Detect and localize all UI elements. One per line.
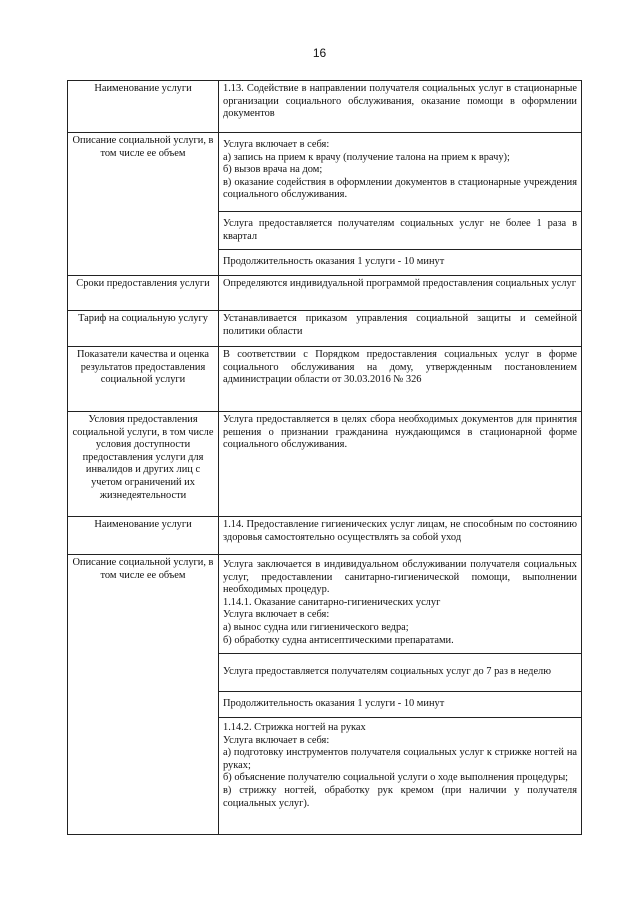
services-table — [67, 80, 582, 835]
description-line: а) запись на прием к врачу (получение талона на прием к врачу); — [223, 151, 510, 163]
table-row — [68, 555, 582, 654]
service-description-label: Описание социальной услуги, в том числе ее объем — [68, 133, 219, 276]
nails-line: в) стрижку ногтей, обработку рук кремом (при наличии у получателя социальных услуг). — [223, 784, 577, 809]
conditions-label: Условия предоставления социальной услуги, в том числе условия доступности предоставления услуги для инвалидов и других лиц с учетом ограничений их жизнедеятельности — [68, 412, 219, 517]
table-row — [68, 347, 582, 412]
description-line: б) вызов врача на дом; — [223, 164, 323, 176]
page-number: 16 — [312, 46, 327, 60]
description-line: Услуга заключается в индивидуальном обслуживании получателя социальных услуг, предоставлении санитарно-гигиенической помощи, выполнении необходимых процедур. — [223, 559, 577, 596]
terms-label: Сроки предоставления услуги — [68, 276, 219, 311]
nails-line: 1.14.2. Стрижка ногтей на руках — [223, 722, 366, 733]
table-row — [68, 133, 582, 212]
description-line: а) вынос судна или гигиенического ведра; — [223, 621, 409, 633]
service-name-value: 1.14. Предоставление гигиенических услуг лицам, не способным по состоянию здоровья самостоятельно осуществлять за собой уход — [219, 517, 582, 555]
table-row — [68, 81, 582, 133]
description-line: Услуга включает в себя: — [223, 139, 330, 150]
service-duration: Продолжительность оказания 1 услуги - 10 минут — [219, 692, 582, 718]
nails-line: б) объяснение получателю социальной услуги о ходе выполнения процедуры; — [223, 772, 569, 784]
description-line: б) обработку судна антисептическими препаратами. — [223, 634, 454, 646]
service-frequency: Услуга предоставляется получателям социальных услуг до 7 раз в неделю — [219, 654, 582, 692]
service-name-label: Наименование услуги — [68, 517, 219, 555]
service-description-value — [219, 133, 582, 212]
table-row — [68, 412, 582, 517]
nail-trimming-value — [219, 718, 582, 835]
tariff-label: Тариф на социальную услугу — [68, 311, 219, 347]
description-line: 1.14.1. Оказание санитарно-гигиенических услуг — [223, 596, 441, 608]
nails-line: Услуга включает в себя: — [223, 734, 330, 746]
service-frequency: Услуга предоставляется получателям социальных услуг не более 1 раза в квартал — [219, 212, 582, 250]
service-name-value: 1.13. Содействие в направлении получателя социальных услуг в стационарные организации социального обслуживания, оказание помощи в оформлении документов — [219, 81, 582, 133]
tariff-value: Устанавливается приказом управления социальной защиты и семейной политики области — [219, 311, 582, 347]
table-row — [68, 276, 582, 311]
service-description-value — [219, 555, 582, 654]
quality-value: В соответствии с Порядком предоставления социальных услуг в форме социального обслуживания на дому, утвержденным постановлением администрации области от 30.03.2016 № 326 — [219, 347, 582, 412]
service-description-label: Описание социальной услуги, в том числе ее объем — [68, 555, 219, 835]
table-row — [68, 517, 582, 555]
service-duration: Продолжительность оказания 1 услуги - 10 минут — [219, 250, 582, 276]
conditions-value: Услуга предоставляется в целях сбора необходимых документов для принятия решения о признании гражданина нуждающимся в стационарной форме социального обслуживания. — [219, 412, 582, 517]
service-name-label: Наименование услуги — [68, 81, 219, 133]
terms-value: Определяются индивидуальной программой предоставления социальных услуг — [219, 276, 582, 311]
nails-line: а) подготовку инструментов получателя социальных услуг к стрижке ногтей на руках; — [223, 747, 577, 771]
description-line: в) оказание содействия в оформлении документов в стационарные учреждения социального обслуживания. — [223, 176, 577, 201]
description-line: Услуга включает в себя: — [223, 609, 330, 621]
quality-label: Показатели качества и оценка результатов предоставления социальной услуги — [68, 347, 219, 412]
table-row — [68, 311, 582, 347]
